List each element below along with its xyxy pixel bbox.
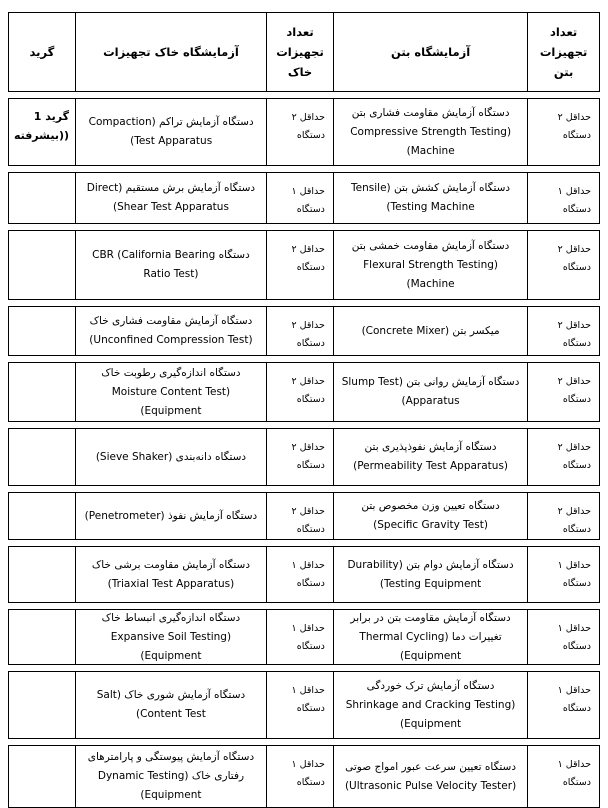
soil-equipment-cell xyxy=(75,429,266,485)
soil-count-cell xyxy=(266,547,333,602)
concrete-equipment-cell xyxy=(333,610,527,664)
soil-equipment-cell-text: دستگاه آزمایش پیوستگی و پارامترهای رفتاری خاک (Dynamic Testing Equipment) xyxy=(87,751,255,801)
concrete-equipment-cell xyxy=(333,363,527,421)
concrete-count-cell xyxy=(527,429,599,485)
soil-count-cell-text: حداقل ۱ دستگاه xyxy=(291,759,325,788)
concrete-count-cell-text: حداقل ۲ دستگاه xyxy=(557,442,591,471)
soil-equipment-cell-text: دستگاه آزمایش نفوذ (Penetrometer) xyxy=(84,509,258,522)
soil-equipment-cell-text: دستگاه آزمایش برش مستقیم (Direct Shear Test Apparatus) xyxy=(86,182,256,213)
concrete-equipment-cell-text: دستگاه تعیین سرعت عبور امواج صوتی (Ultrasonic Pulse Velocity Tester) xyxy=(344,760,517,792)
soil-equipment-cell xyxy=(75,173,266,223)
concrete-equipment-cell xyxy=(333,672,527,738)
concrete-count-cell xyxy=(527,173,599,223)
table-row xyxy=(8,609,600,665)
table-body xyxy=(8,98,600,808)
concrete-equipment-cell-text: دستگاه آزمایش نفوذپذیری بتن (Permeability Test Apparatus) xyxy=(353,441,509,472)
table-row xyxy=(8,172,600,224)
table-row xyxy=(8,546,600,603)
grade-cell xyxy=(9,231,75,299)
concrete-count-cell-text: حداقل ۱ دستگاه xyxy=(557,759,591,788)
soil-count-cell xyxy=(266,429,333,485)
soil-count-cell xyxy=(266,672,333,738)
grade-cell-text: گرید 1 ((بیشرفته xyxy=(13,110,70,142)
concrete-count-cell-text: حداقل ۲ دستگاه xyxy=(557,244,591,273)
soil-equipment-cell xyxy=(75,746,266,807)
grade-cell xyxy=(9,99,75,165)
soil-equipment-cell-text: دستگاه آزمایش مقاومت فشاری خاک (Unconfined Compression Test) xyxy=(89,315,253,346)
soil-count-cell-text: حداقل ۱ دستگاه xyxy=(291,560,325,589)
concrete-equipment-cell-text: دستگاه آزمایش مقاومت فشاری بتن (Compressive Strength Testing Machine) xyxy=(350,106,512,157)
grade-cell xyxy=(9,363,75,421)
concrete-count-cell xyxy=(527,610,599,664)
concrete-count-cell xyxy=(527,231,599,299)
concrete-equipment-cell xyxy=(333,99,527,165)
grade-cell xyxy=(9,672,75,738)
soil-count-cell-text: حداقل ۲ دستگاه xyxy=(291,112,326,141)
concrete-count-cell xyxy=(527,99,599,165)
soil-equipment-cell-text: دستگاه آزمایش تراکم (Compaction Test Apparatus) xyxy=(88,116,254,147)
soil-equipment-cell xyxy=(75,99,266,165)
concrete-equipment-cell-text: دستگاه آزمایش کشش بتن (Tensile Testing Machine) xyxy=(351,182,511,213)
header-soil-lab: آزمایشگاه خاک تجهیزات xyxy=(75,13,266,91)
soil-count-cell xyxy=(266,746,333,807)
concrete-count-cell xyxy=(527,547,599,602)
soil-count-cell xyxy=(266,363,333,421)
header-soil-count: تعداد تجهیزات خاک xyxy=(266,13,333,91)
soil-count-cell xyxy=(266,493,333,539)
concrete-equipment-cell-text: دستگاه آزمایش مقاومت خمشی بتن (Flexural Strength Testing Machine) xyxy=(351,239,510,290)
table-row xyxy=(8,306,600,356)
table-row xyxy=(8,671,600,739)
soil-count-cell xyxy=(266,231,333,299)
grade-cell xyxy=(9,610,75,664)
concrete-equipment-cell xyxy=(333,173,527,223)
concrete-equipment-cell-text: دستگاه آزمایش روانی بتن (Slump Test Apparatus) xyxy=(341,376,520,407)
soil-count-cell-text: حداقل ۱ دستگاه xyxy=(291,186,325,215)
concrete-equipment-cell xyxy=(333,547,527,602)
concrete-equipment-cell-text: دستگاه تعیین وزن مخصوص بتن (Specific Gravity Test) xyxy=(361,500,500,531)
table-row xyxy=(8,492,600,540)
concrete-count-cell xyxy=(527,363,599,421)
concrete-count-cell-text: حداقل ۱ دستگاه xyxy=(557,560,591,589)
concrete-equipment-cell-text: میکسر بتن (Concrete Mixer) xyxy=(361,324,500,337)
soil-count-cell-text: حداقل ۱ دستگاه xyxy=(291,623,325,652)
concrete-equipment-cell xyxy=(333,307,527,355)
soil-count-cell-text: حداقل ۲ دستگاه xyxy=(291,506,325,535)
concrete-count-cell xyxy=(527,672,599,738)
soil-equipment-cell-text: دستگاه آزمایش مقاومت برشی خاک (Triaxial Test Apparatus) xyxy=(91,558,250,590)
grade-cell xyxy=(9,307,75,355)
concrete-count-cell xyxy=(527,493,599,539)
soil-count-cell-text: حداقل ۲ دستگاه xyxy=(291,244,325,273)
table-row xyxy=(8,745,600,808)
concrete-count-cell-text: حداقل ۲ دستگاه xyxy=(557,506,591,535)
soil-count-cell-text: حداقل ۱ دستگاه xyxy=(291,685,325,714)
concrete-equipment-cell xyxy=(333,746,527,807)
soil-equipment-cell-text: دستگاه اندازه‌گیری انبساط خاک (Expansive Soil Testing Equipment) xyxy=(101,611,241,662)
header-concrete-count: تعداد تجهیزات بتن xyxy=(527,13,599,91)
header-concrete-lab: آزمایشگاه بتن xyxy=(333,13,527,91)
concrete-equipment-cell xyxy=(333,231,527,299)
table-row xyxy=(8,362,600,422)
concrete-count-cell-text: حداقل ۲ دستگاه xyxy=(557,376,591,405)
concrete-equipment-cell xyxy=(333,493,527,539)
soil-equipment-cell-text: دستگاه اندازه‌گیری رطوبت خاک (Moisture Content Test Equipment) xyxy=(101,366,241,417)
concrete-equipment-cell-text: دستگاه آزمایش ترک خوردگی (Shrinkage and Cracking Testing Equipment) xyxy=(345,679,516,730)
concrete-equipment-cell-text: دستگاه آزمایش مقاومت بتن در برابر تغییرات دما (Thermal Cycling Equipment) xyxy=(350,611,511,662)
table-row xyxy=(8,98,600,166)
soil-equipment-cell-text: دستگاه آزمایش شوری خاک (Salt Content Test) xyxy=(96,689,246,720)
concrete-equipment-cell-text: دستگاه آزمایش دوام بتن (Durability Testing Equipment) xyxy=(347,558,514,590)
concrete-count-cell xyxy=(527,307,599,355)
soil-equipment-cell xyxy=(75,493,266,539)
grade-cell xyxy=(9,173,75,223)
table-header-row xyxy=(8,12,600,92)
grade-cell xyxy=(9,746,75,807)
soil-equipment-cell xyxy=(75,307,266,355)
table-row xyxy=(8,428,600,486)
grade-cell xyxy=(9,429,75,485)
soil-count-cell xyxy=(266,99,333,165)
concrete-equipment-cell xyxy=(333,429,527,485)
table-row xyxy=(8,230,600,300)
soil-count-cell xyxy=(266,173,333,223)
concrete-count-cell-text: حداقل ۱ دستگاه xyxy=(557,186,591,215)
soil-count-cell-text: حداقل ۲ دستگاه xyxy=(291,376,325,405)
soil-count-cell-text: حداقل ۲ دستگاه xyxy=(291,442,325,471)
concrete-count-cell-text: حداقل ۱ دستگاه xyxy=(557,685,591,714)
grade-cell xyxy=(9,493,75,539)
concrete-count-cell xyxy=(527,746,599,807)
concrete-count-cell-text: حداقل ۱ دستگاه xyxy=(557,623,591,652)
concrete-count-cell-text: حداقل ۲ دستگاه xyxy=(557,112,591,141)
soil-equipment-cell xyxy=(75,672,266,738)
soil-equipment-cell-text: دستگاه CBR (California Bearing Ratio Test) xyxy=(92,249,250,280)
soil-equipment-cell xyxy=(75,231,266,299)
header-grade: گرید xyxy=(29,45,55,59)
soil-equipment-cell xyxy=(75,610,266,664)
soil-count-cell xyxy=(266,307,333,355)
soil-count-cell xyxy=(266,610,333,664)
soil-equipment-cell xyxy=(75,363,266,421)
soil-count-cell-text: حداقل ۲ دستگاه xyxy=(291,320,325,349)
equipment-table xyxy=(8,12,600,808)
soil-equipment-cell-text: دستگاه دانه‌بندی (Sieve Shaker) xyxy=(95,450,247,463)
grade-cell xyxy=(9,547,75,602)
concrete-count-cell-text: حداقل ۲ دستگاه xyxy=(557,320,591,349)
soil-equipment-cell xyxy=(75,547,266,602)
